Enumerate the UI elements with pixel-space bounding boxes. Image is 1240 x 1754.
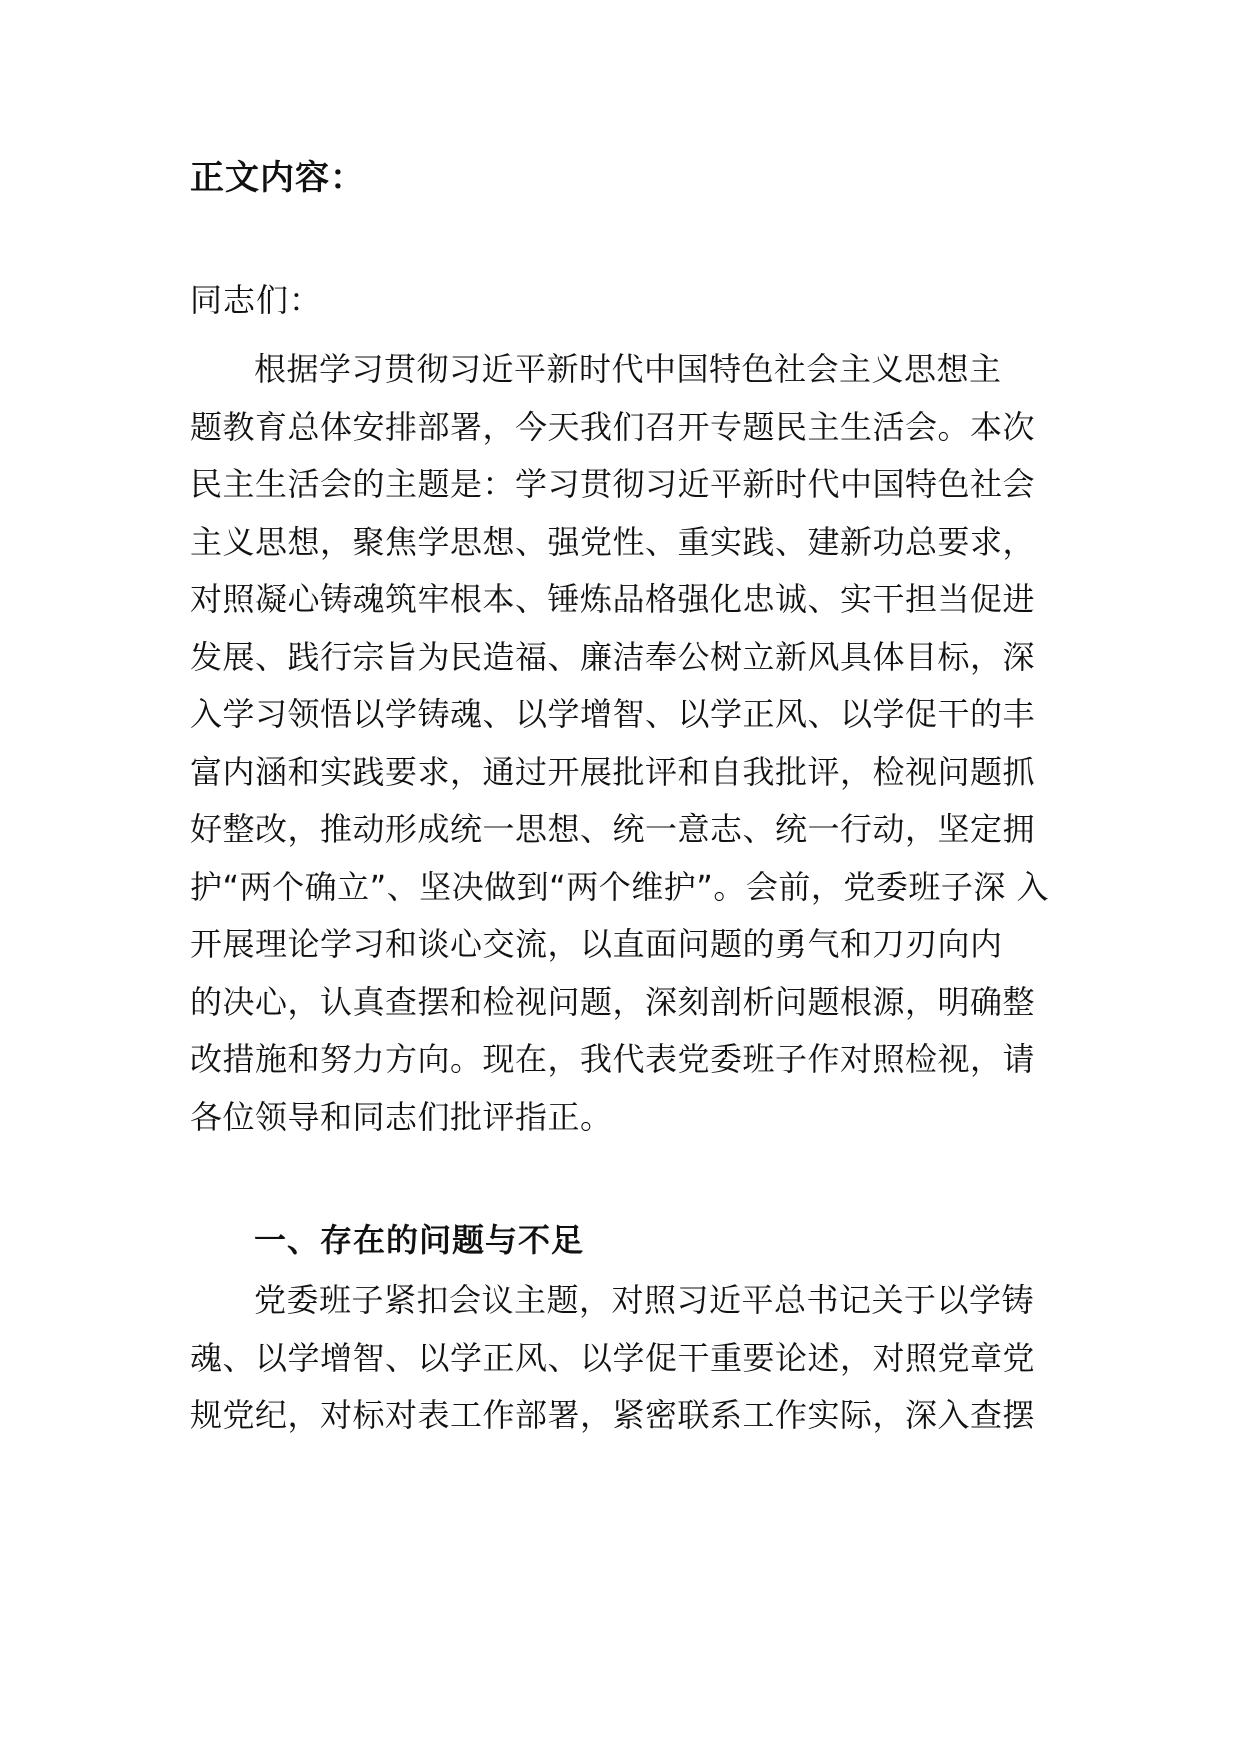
paragraph-line: 党委班子紧扣会议主题，对照习近平总书记关于以学铸 bbox=[254, 1281, 1035, 1319]
paragraph-line: 题教育总体安排部署，今天我们召开专题民主生活会。本次 bbox=[190, 407, 1036, 446]
paragraph-line: 根据学习贯彻习近平新时代中国特色社会主义思想主 bbox=[254, 350, 1002, 388]
page-heading: 正文内容： bbox=[190, 158, 365, 198]
paragraph-line: 富内涵和实践要求，通过开展批评和自我批评，检视问题抓 bbox=[190, 752, 1036, 791]
paragraph-line: 的决心，认真查摆和检视问题，深刻剖析问题根源，明确整 bbox=[190, 982, 1036, 1021]
paragraph-line: 入学习领悟以学铸魂、以学增智、以学正风、以学促干的丰 bbox=[190, 695, 1036, 733]
paragraph-line: 各位领导和同志们批评指正。 bbox=[190, 1097, 613, 1136]
paragraph-line: 开展理论学习和谈心交流，以直面问题的勇气和刀刃向内 bbox=[190, 925, 1003, 963]
paragraph-line: 对照凝心铸魂筑牢根本、锤炼品格强化忠诚、实干担当促进 bbox=[190, 580, 1036, 618]
paragraph-line: 改措施和努力方向。现在，我代表党委班子作对照检视，请 bbox=[190, 1040, 1036, 1078]
salutation: 同志们： bbox=[190, 281, 323, 319]
paragraph-line: 主义思想，聚焦学思想、强党性、重实践、建新功总要求， bbox=[190, 522, 1036, 561]
paragraph-line: 好整改，推动形成统一思想、统一意志、统一行动，坚定拥 bbox=[190, 810, 1036, 848]
paragraph-line: 规党纪，对标对表工作部署，紧密联系工作实际，深入查摆 bbox=[190, 1396, 1036, 1434]
section-paragraph bbox=[190, 1272, 1070, 1445]
paragraph-line: 民主生活会的主题是：学习贯彻习近平新时代中国特色社会 bbox=[190, 465, 1036, 503]
section-title: 一、存在的问题与不足 bbox=[254, 1221, 585, 1259]
paragraph-line: 护“两个确立”、坚决做到“两个维护”。会前，党委班子深 入 bbox=[190, 867, 1049, 906]
paragraph-line: 发展、践行宗旨为民造福、廉洁奉公树立新风具体目标，深 bbox=[190, 637, 1036, 676]
intro-paragraph bbox=[190, 341, 1070, 1146]
paragraph-line: 魂、以学增智、以学正风、以学促干重要论述，对照党章党 bbox=[190, 1338, 1036, 1377]
